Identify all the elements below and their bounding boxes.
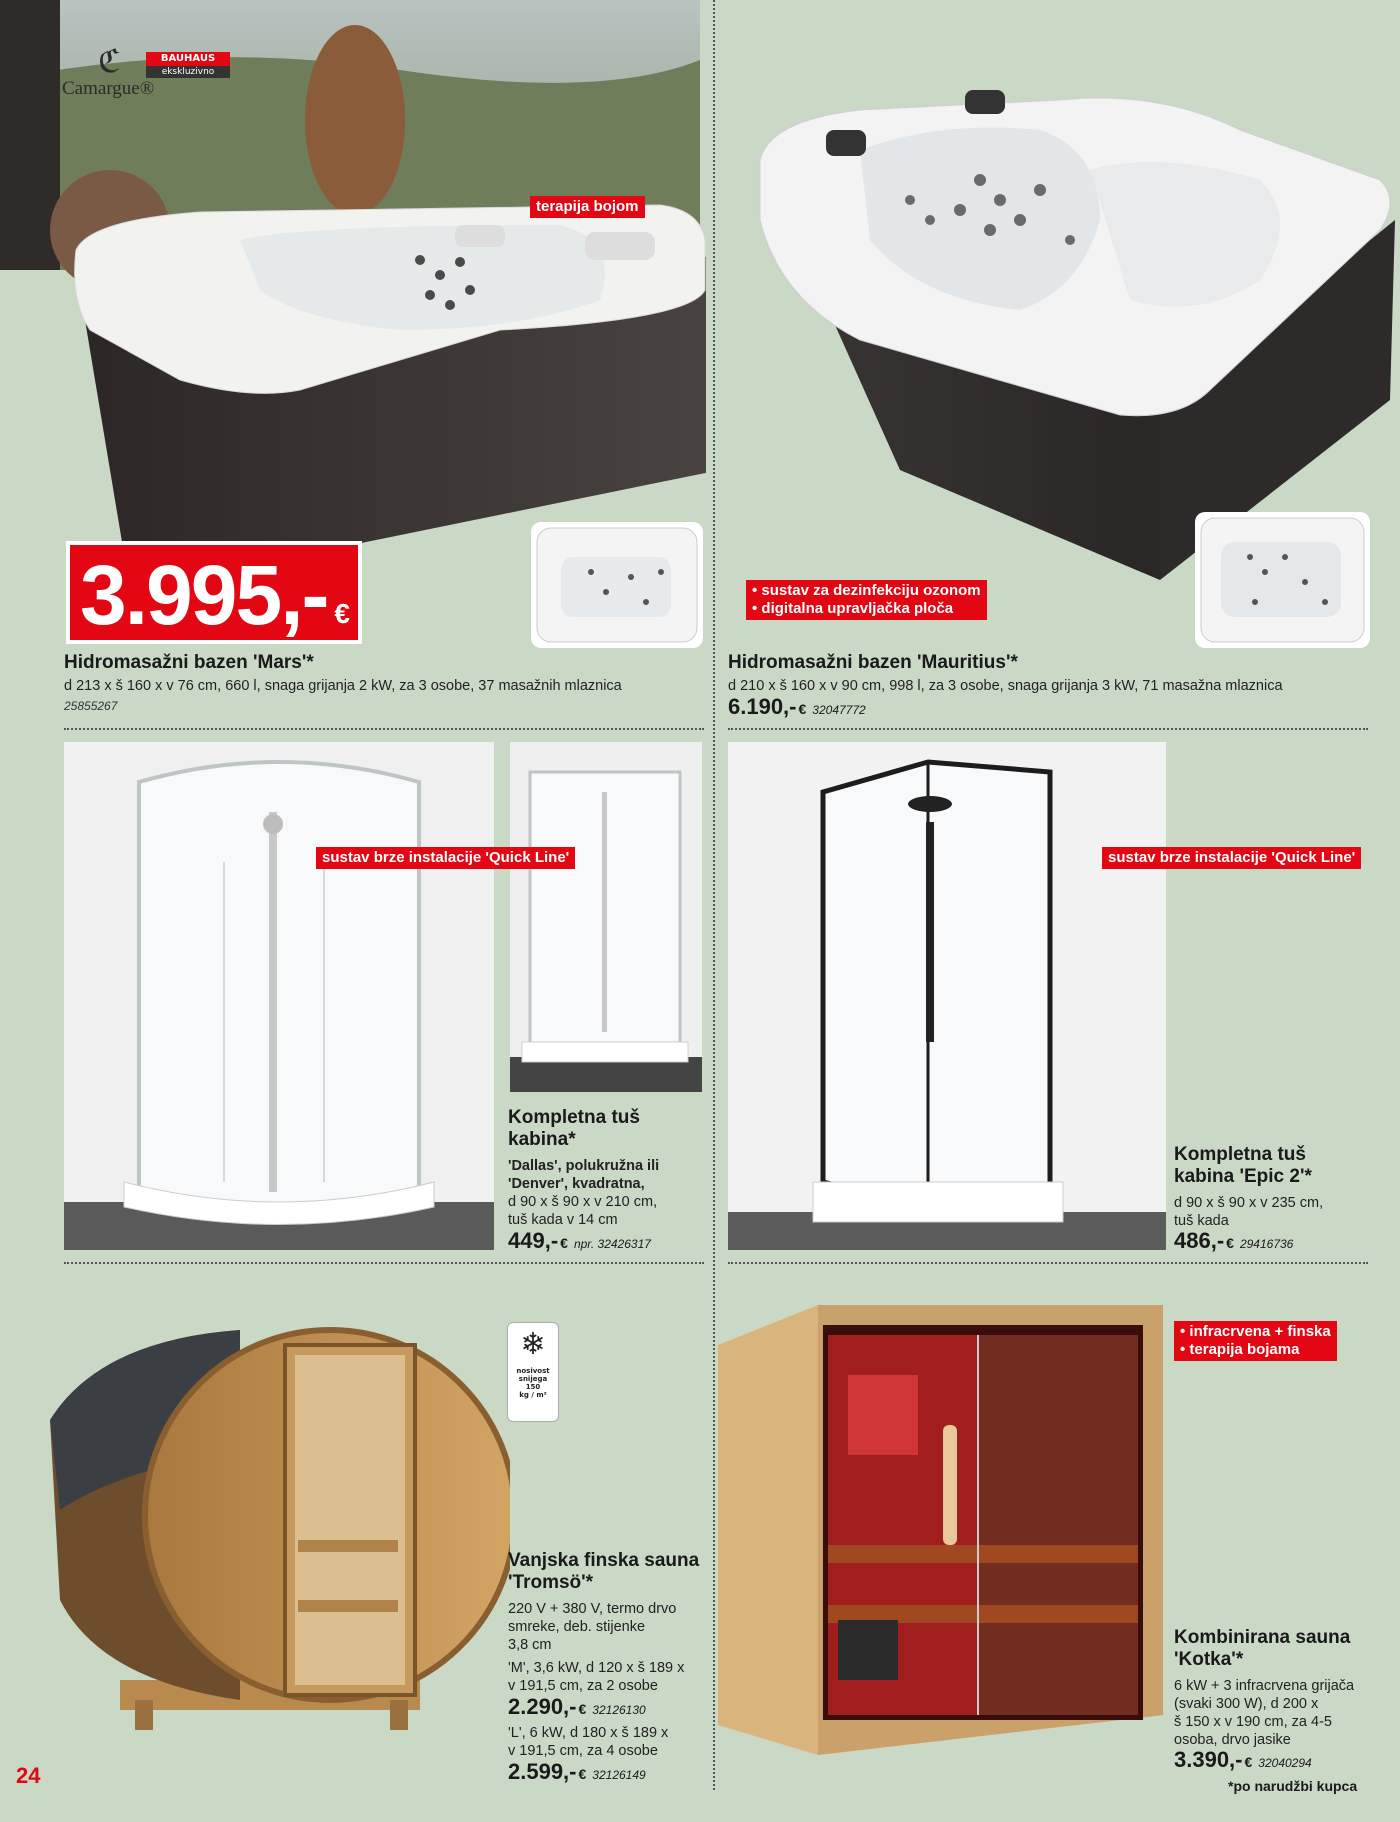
tromso-description: 220 V + 380 V, termo drvo smreke, deb. stijenke 3,8 cm [508,1601,677,1653]
camargue-logo [62,44,154,100]
mauritius-title: Hidromasažni bazen 'Mauritius'* [728,652,1018,673]
dallas-price: 449,- € npr. 32426317 [508,1228,651,1253]
dallas-feature-tag: sustav brze instalacije 'Quick Line' [316,847,575,869]
mars-feature-tag: terapija bojom [530,196,645,218]
kotka-sauna-photo [718,1305,1168,1755]
epic-shower-photo [728,742,1166,1250]
dallas-title: Kompletna tuš kabina* [508,1107,640,1150]
epic-feature-tag: sustav brze instalacije 'Quick Line' [1102,847,1361,869]
order-footnote: *po narudžbi kupca [1228,1778,1358,1794]
mauritius-description: d 210 x š 160 x v 90 cm, 998 l, za 3 osobe, snaga grijanja 3 kW, 71 masažna mlaznica [728,678,1283,694]
epic-title: Kompletna tuš kabina 'Epic 2'* [1174,1144,1312,1187]
mars-product-code: 25855267 [64,699,118,713]
tromso-l-description: 'L', 6 kW, d 180 x š 189 x v 191,5 cm, za 4 osobe [508,1725,669,1759]
mars-title: Hidromasažni bazen 'Mars'* [64,652,314,673]
row-divider-2 [64,1262,704,1264]
page-number: 24 [16,1763,41,1788]
epic-description: d 90 x š 90 x v 235 cm, tuš kada [1174,1195,1324,1229]
epic-price: 486,- € 29416736 [1174,1228,1294,1253]
column-divider [713,0,715,1790]
dallas-shower-photo [64,742,494,1250]
dallas-description: 'Dallas', polukružna ili 'Denver', kvadratna, d 90 x š 90 x v 210 cm, tuš kada v 14 cm [508,1158,660,1228]
kotka-feature-tags: • infracrvena + finska • terapija bojama [1174,1321,1337,1361]
mars-top-view-photo [531,522,703,648]
mauritius-top-view-photo [1195,512,1370,648]
mauritius-price: 6.190,- € 32047772 [728,694,866,719]
bauhaus-exclusive-badge: BAUHAUS ekskluzivno [146,52,230,80]
kotka-description: 6 kW + 3 infracrvena grijača (svaki 300 W), d 200 x š 150 x v 190 cm, za 4-5 osoba, drvo jasike [1174,1678,1355,1748]
mauritius-feature-tags: • sustav za dezinfekciju ozonom • digitalna upravljačka ploča [746,580,987,620]
brand-name: Camargue® [62,78,155,99]
tromso-sauna-photo [40,1300,510,1740]
snowflake-icon: ❄ [520,1327,546,1362]
tromso-m-price: 2.290,- € 32126130 [508,1694,646,1719]
row-divider-1-right [728,728,1368,730]
mars-big-price: 3.995,- € [66,541,362,644]
tromso-l-price: 2.599,- € 32126149 [508,1759,646,1784]
mars-description: d 213 x š 160 x v 76 cm, 660 l, snaga grijanja 2 kW, za 3 osobe, 37 masažnih mlaznica [64,678,622,694]
tromso-title: Vanjska finska sauna 'Tromsö'* [508,1550,700,1593]
camargue-emblem-icon: ℭ [98,43,121,79]
denver-shower-photo [510,742,702,1092]
row-divider-2-right [728,1262,1368,1264]
tromso-m-description: 'M', 3,6 kW, d 120 x š 189 x v 191,5 cm, za 2 osobe [508,1660,685,1694]
kotka-title: Kombinirana sauna 'Kotka'* [1174,1627,1351,1670]
snow-load-badge: ❄ nosivost snijega 150 kg / m² [507,1322,559,1422]
row-divider-1 [64,728,704,730]
kotka-price: 3.390,- € 32040294 [1174,1747,1312,1772]
